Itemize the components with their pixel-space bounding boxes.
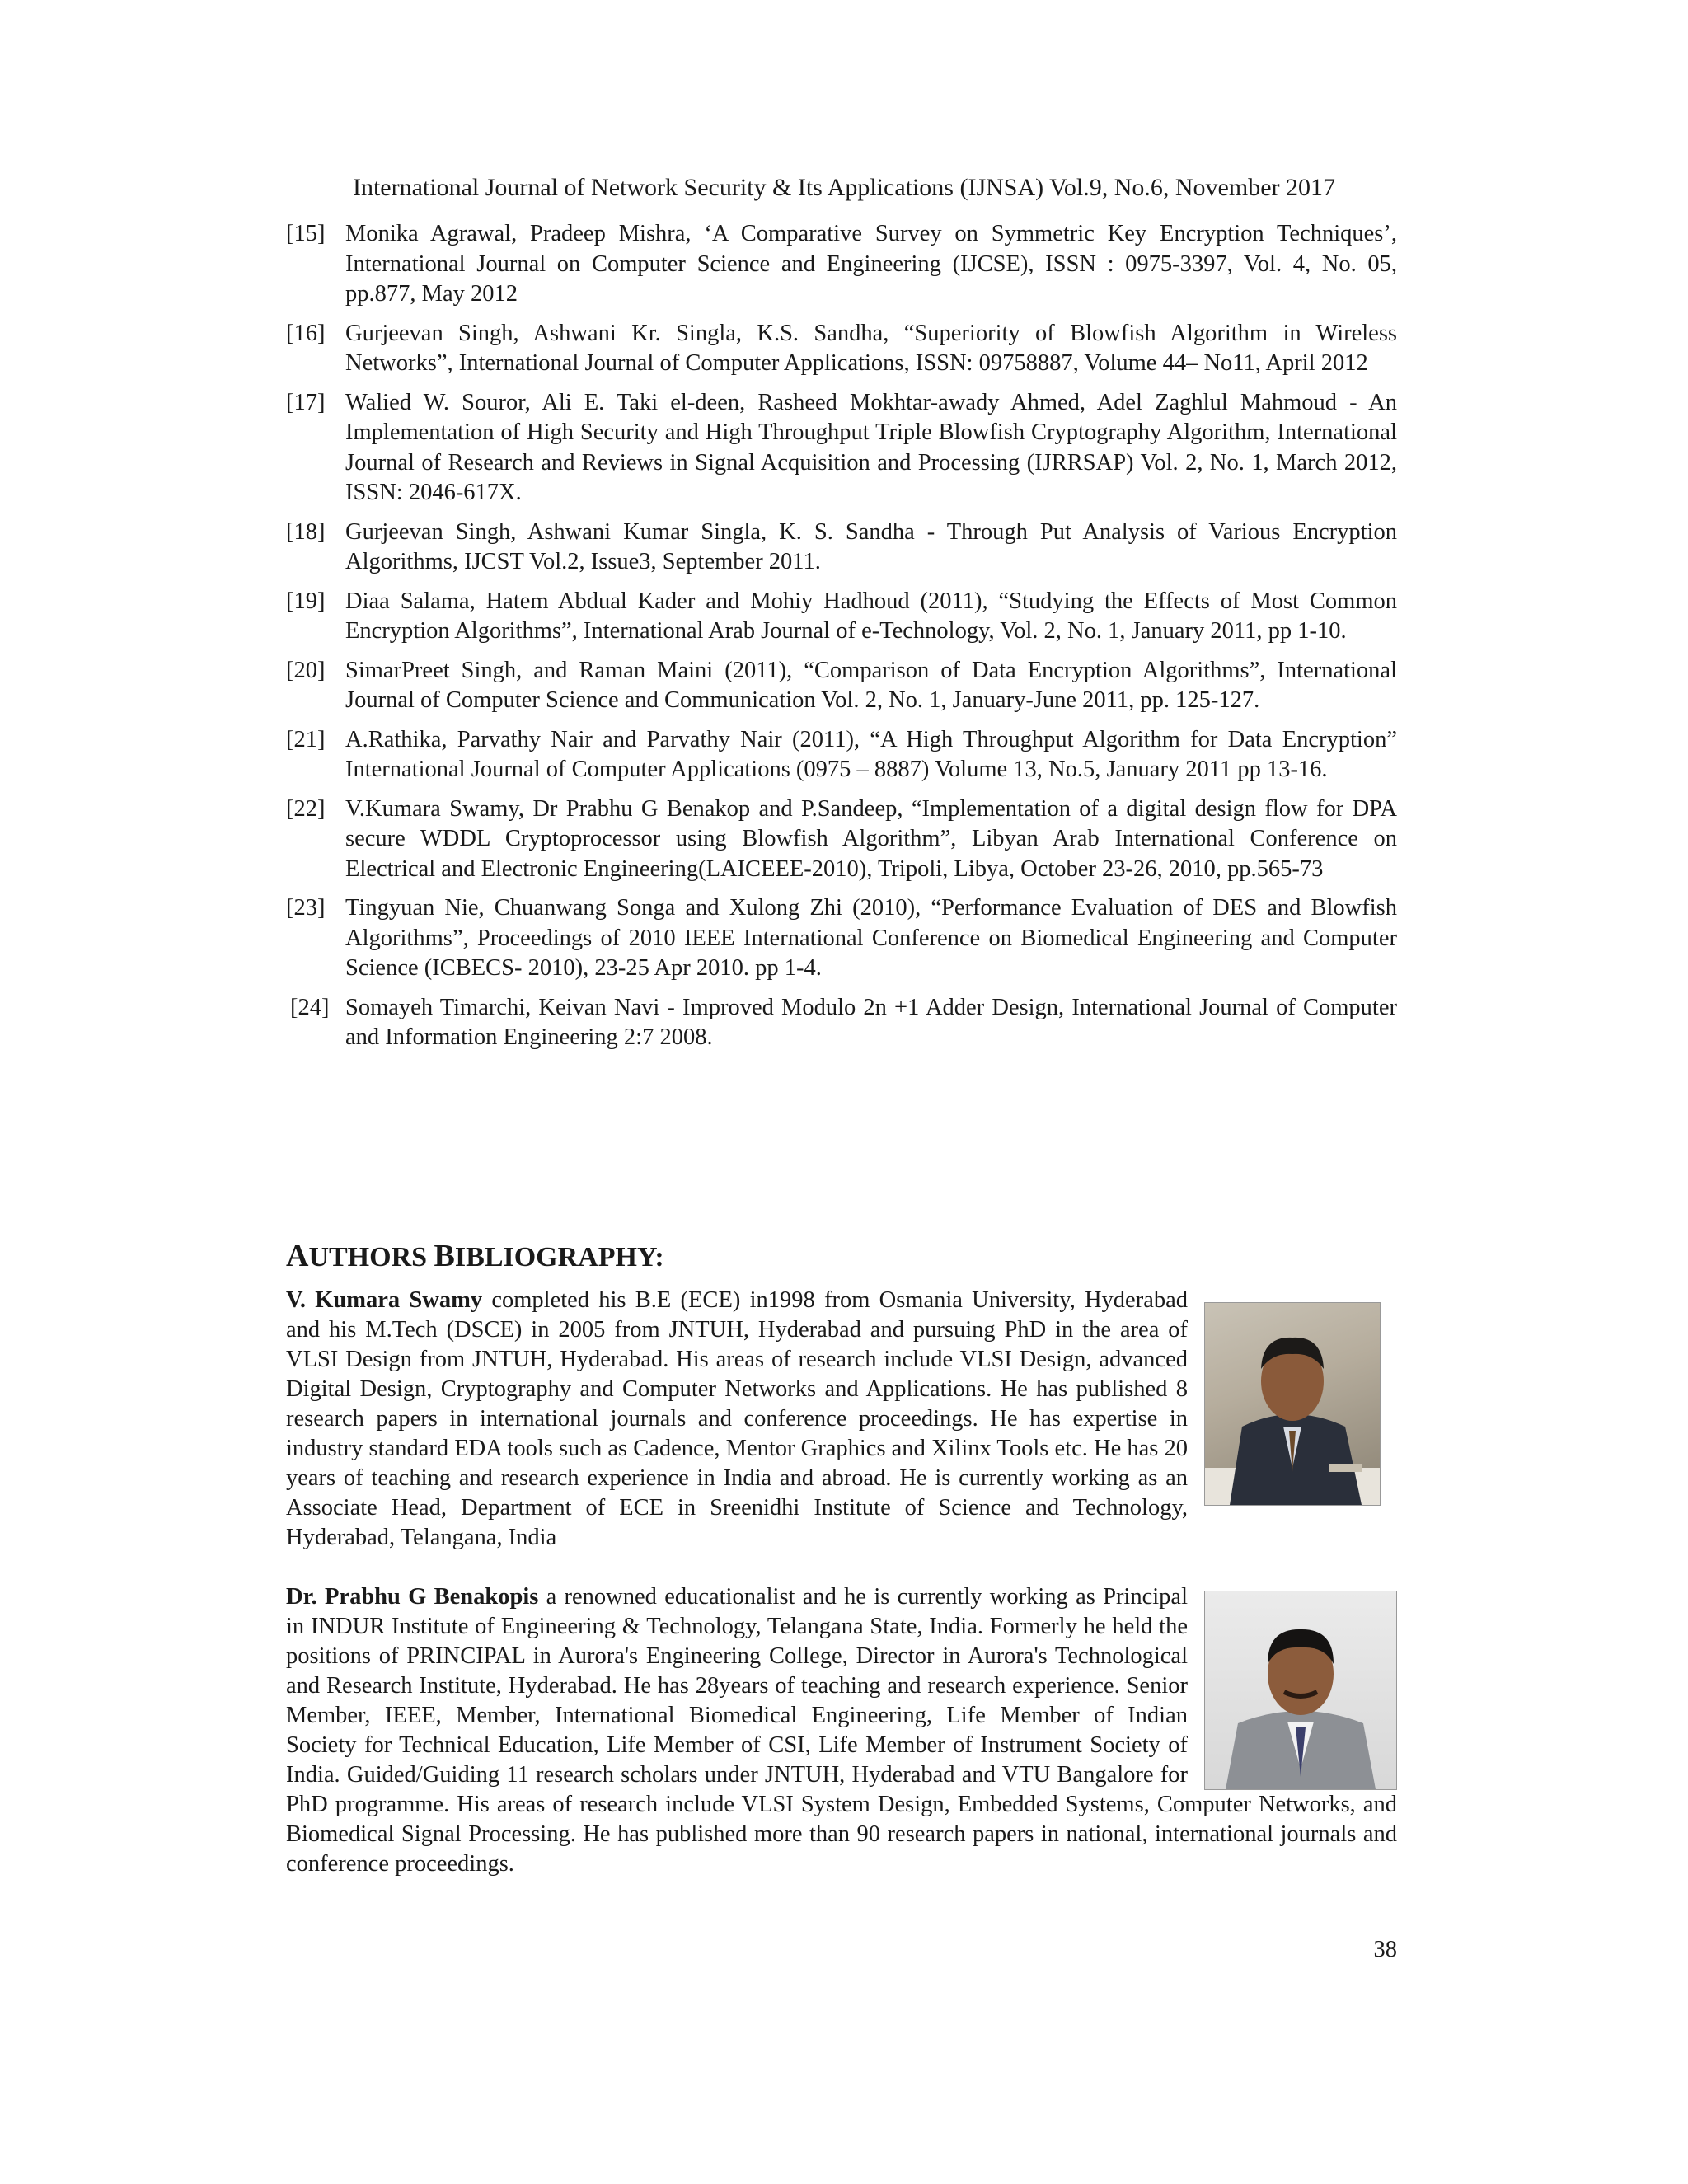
reference-text: Walied W. Souror, Ali E. Taki el-deen, Rasheed Mokhtar-awady Ahmed, Adel Zaghlul Mahmoud - An Implementation of High Security and High Throughput Triple Blowfish Cryptography Algorithm, International Journal of Research and Reviews in Signal Acquisition and Processing (IJRRSAP) Vol. 2, No. 1, March 2012, ISSN: 2046-617X. (345, 389, 1397, 505)
reference-number: [22] (286, 795, 326, 822)
heading-text: IBLIOGRAPHY: (454, 1242, 664, 1272)
author-photo (1204, 1302, 1381, 1506)
reference-number: [21] (286, 726, 326, 752)
reference-item (286, 656, 1397, 716)
reference-number: [18] (286, 518, 326, 545)
reference-text: Gurjeevan Singh, Ashwani Kumar Singla, K. S. Sandha - Through Put Analysis of Various Encryption Algorithms, IJCST Vol.2, Issue3, September 2011. (345, 518, 1397, 574)
author-name: V. Kumara Swamy (286, 1287, 483, 1313)
heading-text: UTHORS (308, 1242, 434, 1272)
reference-item (286, 518, 1397, 578)
author-bio-text: completed his B.E (ECE) in1998 from Osmania University, Hyderabad and his M.Tech (DSCE) in 2005 from JNTUH, Hyderabad and pursuing PhD in the area of VLSI Design from JNTUH, Hyderabad. His areas of research include VLSI Design, advanced Digital Design, Cryptography and Computer Networks and Applications. He has published 8 research papers in international journals and conference proceedings. He has expertise in industry standard EDA tools such as Cadence, Mentor Graphics and Xilinx Tools etc. He has 20 years of teaching and research experience in India and abroad. He is currently working as an Associate Head, Department of ECE in Sreenidhi Institute of Science and Technology, Hyderabad, Telangana, India (286, 1287, 1188, 1550)
reference-list (286, 219, 1397, 1062)
author-bio-benakop (286, 1582, 1397, 1879)
running-header: International Journal of Network Security & Its Applications (IJNSA) Vol.9, No.6, November 2017 (352, 174, 1336, 201)
reference-item (286, 893, 1397, 984)
reference-text: SimarPreet Singh, and Raman Maini (2011), “Comparison of Data Encryption Algorithms”, International Journal of Computer Science and Communication Vol. 2, No. 1, January-June 2011, pp. 125-127. (345, 657, 1397, 713)
reference-text: Gurjeevan Singh, Ashwani Kr. Singla, K.S. Sandha, “Superiority of Blowfish Algorithm in Wireless Networks”, International Journal of Computer Applications, ISSN: 09758887, Volume 44– No11, April 2012 (345, 320, 1397, 376)
reference-item (286, 388, 1397, 509)
reference-text: Diaa Salama, Hatem Abdual Kader and Mohiy Hadhoud (2011), “Studying the Effects of Most Common Encryption Algorithms”, International Arab Journal of e-Technology, Vol. 2, No. 1, January 2011, pp 1-10. (345, 588, 1397, 644)
reference-number: [20] (286, 657, 326, 683)
reference-number: [23] (286, 895, 326, 921)
reference-number: [17] (286, 389, 326, 415)
heading-initial: A (286, 1239, 309, 1273)
reference-number: [24] (290, 994, 330, 1020)
reference-text: V.Kumara Swamy, Dr Prabhu G Benakop and P.Sandeep, “Implementation of a digital design flow for DPA secure WDDL Cryptoprocessor using Blowfish Algorithm”, Libyan Arab International Conference on Electrical and Electronic Engineering(LAICEEE-2010), Tripoli, Libya, October 23-26, 2010, pp.565-73 (345, 795, 1397, 882)
reference-item (286, 587, 1397, 647)
reference-text: Somayeh Timarchi, Keivan Navi - Improved Modulo 2n +1 Adder Design, International Journal of Computer and Information Engineering 2:7 2008. (345, 994, 1397, 1050)
reference-item (286, 219, 1397, 310)
section-heading (286, 1238, 664, 1276)
reference-text: A.Rathika, Parvathy Nair and Parvathy Nair (2011), “A High Throughput Algorithm for Data Encryption” International Journal of Computer Applications (0975 – 8887) Volume 13, No.5, January 2011 pp 13-16. (345, 726, 1397, 782)
author-photo (1204, 1591, 1397, 1790)
reference-text: Tingyuan Nie, Chuanwang Songa and Xulong Zhi (2010), “Performance Evaluation of DES and Blowfish Algorithms”, Proceedings of 2010 IEEE International Conference on Biomedical Engineering and Computer Science (ICBECS- 2010), 23-25 Apr 2010. pp 1-4. (345, 895, 1397, 981)
author-bio-text: a renowned educationalist and he is currently working as Principal in INDUR Institute of Engineering & Technology, Telangana State, India. Formerly he held the positions of PRINCIPAL in Aurora's Engineering College, Director in Aurora's Technological and Research Institute, Hyderabad. He has 28years of teaching and research experience. Senior Member, IEEE, Member, International Biomedical Engineering, Life Member of Indian Society for Technical Education, Life Member of CSI, Life Member of Instrument Society of India. Guided/Guiding 11 research scholars under JNTUH, Hyderabad and VTU Bangalore for PhD programme. His areas of research include VLSI System Design, Embedded Systems, Computer Networks, and Biomedical Signal Processing. He has published more than 90 research papers in national, international journals and conference proceedings. (286, 1584, 1397, 1877)
reference-item (286, 794, 1397, 885)
author-name: Dr. Prabhu G Benakopis (286, 1584, 539, 1610)
reference-item (286, 725, 1397, 785)
page-number: 38 (1373, 1937, 1397, 1962)
reference-number: [15] (286, 221, 326, 246)
reference-number: [16] (286, 320, 326, 346)
reference-text: Monika Agrawal, Pradeep Mishra, ‘A Comparative Survey on Symmetric Key Encryption Techniques’, International Journal on Computer Science and Engineering (IJCSE), ISSN : 0975-3397, Vol. 4, No. 05, pp.877, May 2012 (345, 221, 1397, 307)
heading-initial: B (434, 1239, 455, 1273)
reference-number: [19] (286, 588, 326, 614)
reference-item (286, 993, 1397, 1053)
reference-item (286, 319, 1397, 379)
author-bio-kumara-swamy (286, 1286, 1397, 1553)
